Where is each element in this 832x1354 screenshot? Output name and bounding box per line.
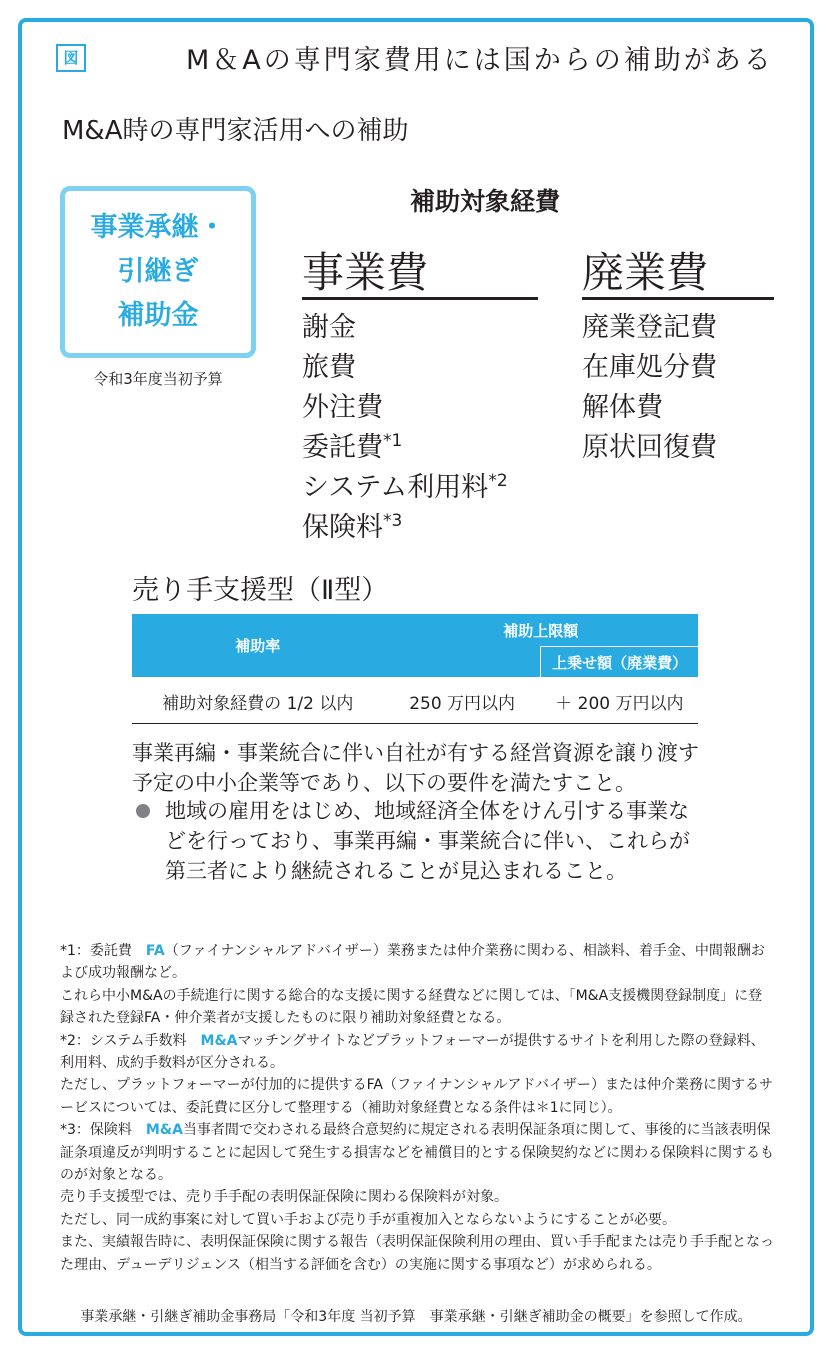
limit-cell: 250 万円以内	[409, 693, 516, 714]
section-subtitle: M&A時の専門家活用への補助	[62, 116, 409, 146]
cost-item: 在庫処分費	[582, 352, 717, 383]
program-name	[91, 206, 226, 338]
cost-item: 廃業登記費	[582, 312, 717, 343]
footnotes	[60, 940, 776, 1276]
footnote-ref: *2	[488, 471, 508, 491]
business-costs-list	[302, 308, 508, 548]
subsidy-rate-table	[132, 614, 698, 725]
program-name-line: 事業承継・	[90, 212, 226, 243]
footnote-3: *3：保険料 M&A当事者間で交わされる最終合意契約に規定される表明保証条項に関して、事後的に当該表明保証条項違反が判明することに起因して発生する損害などを補償目的とする保険契約などに関わる保険料に関するものが対象となる。	[60, 1122, 774, 1184]
budget-note: 令和3年度当初予算	[93, 370, 223, 388]
business-costs-rule	[302, 297, 538, 300]
cost-item: 原状回復費	[582, 432, 717, 463]
support-type-title: 売り手支援型（Ⅱ型）	[132, 575, 389, 606]
footnote-ref: *1	[383, 431, 403, 451]
header-limit-spacer	[384, 647, 541, 678]
footnote-ref: *3	[383, 511, 403, 531]
footnote-3-detail: ただし、同一成約事案に対して買い手および売り手が重複加入とならないようにすることが必要。	[60, 1211, 676, 1228]
header-limit: 補助上限額	[384, 614, 698, 647]
cost-item: システム利用料$^{*2}$	[302, 471, 508, 503]
program-name-line: 引継ぎ	[117, 256, 199, 287]
figure-title: M＆Aの専門家費用には国からの補助がある	[186, 45, 774, 76]
cost-item: 保険料$^{*3}$	[302, 511, 403, 543]
footnote-2: *2：システム手数料 M&Aマッチングサイトなどプラットフォーマーが提供するサイトを利用した際の登録料、利用料、成約手数料が区分される。	[60, 1032, 765, 1072]
requirement-text: 事業再編・事業統合に伴い自社が有する経営資源を譲り渡す予定の中小企業等であり、以下の要件を満たすこと。	[132, 741, 699, 795]
footnote-3-detail: 売り手支援型では、売り手手配の表明保証保険に関わる保険料が対象。	[60, 1189, 508, 1206]
closure-costs-list	[582, 308, 717, 468]
rate-cell: 補助対象経費の 1/2 以内	[162, 693, 354, 714]
footnote-1-detail: これら中小M&Aの手続進行に関する総合的な支援に関する経費などに関しては、「M&A支援機関登録制度」に登録された登録FA・仲介業者が支援したものに限り補助対象経費となる。	[60, 987, 763, 1027]
cost-item: 旅費	[302, 352, 356, 383]
cost-item: 解体費	[582, 392, 663, 423]
business-costs-title: 事業費	[302, 248, 429, 297]
program-name-line: 補助金	[117, 300, 199, 331]
header-rate: 補助率	[132, 614, 384, 677]
cost-item: 委託費$^{*1}$	[302, 431, 403, 463]
source-note: 事業承継・引継ぎ補助金事務局「令和3年度 当初予算 事業承継・引継ぎ補助金の概要」を参照して作成。	[80, 1309, 752, 1325]
figure-badge: 図	[56, 44, 86, 72]
table-bottom-rule	[132, 723, 698, 724]
header-addon: 上乗せ額（廃業費）	[541, 647, 698, 678]
eligible-costs-heading: 補助対象経費	[410, 187, 561, 216]
addon-cell: ＋ 200 万円以内	[555, 693, 684, 714]
program-name-box	[60, 186, 256, 358]
bullet-text: 地域の雇用をはじめ、地域経済全体をけん引する事業などを行っており、事業再編・事業統合に伴い、これらが第三者により継続されることが見込まれること。	[165, 799, 690, 883]
closure-costs-rule	[582, 297, 774, 300]
cost-item: 謝金	[302, 312, 356, 343]
footnote-2-detail: ただし、プラットフォーマーが付加的に提供するFA（ファイナンシャルアドバイザー）または仲介業務に関するサービスについては、委託費に区分して整理する（補助対象経費となる条件は＊1に同じ）。	[60, 1077, 774, 1116]
footnote-1: *1：委託費 FA（ファイナンシャルアドバイザー）業務または仲介業務に関わる、相談料、着手金、中間報酬および成功報酬など。	[60, 943, 765, 982]
cost-item: 外注費	[302, 392, 383, 423]
footnote-3-detail: また、実績報告時に、表明保証保険に関する報告（表明保証保険利用の理由、買い手手配または売り手手配となった理由、デューデリジェンス（相当する評価を含む）の実施に関する事項など）が求められる。	[60, 1234, 774, 1273]
bullet-icon	[136, 804, 150, 818]
closure-costs-title: 廃業費	[582, 248, 709, 297]
